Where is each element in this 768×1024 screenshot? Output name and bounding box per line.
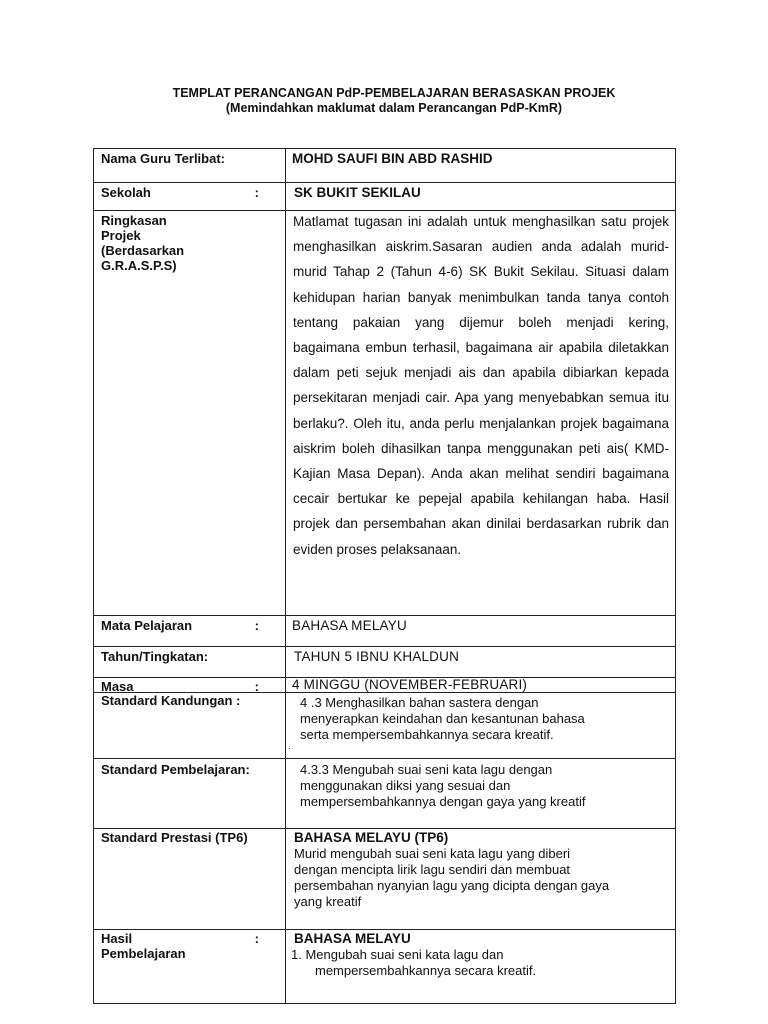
label-mata-pelajaran-text: Mata Pelajaran (101, 618, 193, 633)
hasil-line-1: 1. Mengubah suai seni kata lagu dan (291, 947, 504, 962)
label-standard-pembelajaran-text: Standard Pembelajaran: (101, 762, 250, 777)
row-tahun-tingkatan (94, 647, 675, 678)
row-standard-kandungan (94, 693, 675, 759)
label-hasil-colon: : (254, 931, 259, 946)
label-standard-pembelajaran (94, 759, 286, 828)
standard-prestasi-line-1: Murid mengubah suai seni kata lagu yang diberi (294, 846, 571, 861)
standard-kandungan-dot: . (288, 741, 291, 752)
row-nama-guru (94, 149, 675, 183)
title-line-2: (Memindahkan maklumat dalam Perancangan PdP-KmR) (225, 101, 563, 115)
standard-pembelajaran-line-1: 4.3.3 Mengubah suai seni kata lagu dengan (300, 762, 553, 777)
label-sekolah (94, 183, 286, 210)
label-ringkasan-line-2: Projek (101, 228, 141, 243)
project-planning-table (93, 148, 676, 1004)
title-line-1: TEMPLAT PERANCANGAN PdP-PEMBELAJARAN BERASASKAN PROJEK (172, 86, 616, 100)
standard-kandungan-line-2: menyerapkan keindahan dan kesantunan bahasa (300, 711, 585, 726)
standard-prestasi-heading: BAHASA MELAYU (TP6) (294, 830, 449, 845)
row-hasil-pembelajaran (94, 930, 675, 1003)
value-tahun-tingkatan: TAHUN 5 IBNU KHALDUN (294, 649, 460, 664)
standard-pembelajaran-line-3: mempersembahkannya dengan gaya yang kreatif (300, 794, 586, 809)
row-masa (94, 678, 675, 693)
standard-kandungan-line-1: 4 .3 Menghasilkan bahan sastera dengan (300, 695, 539, 710)
label-standard-kandungan (94, 693, 286, 758)
value-standard-kandungan (286, 693, 675, 758)
document-title (0, 86, 768, 116)
row-standard-prestasi (94, 829, 675, 930)
label-sekolah-colon: : (254, 185, 259, 200)
label-mata-pelajaran (94, 616, 286, 646)
standard-prestasi-line-2: dengan mencipta lirik lagu sendiri dan membuat (294, 862, 571, 877)
value-mata-pelajaran: BAHASA MELAYU (292, 618, 407, 633)
label-standard-prestasi (94, 829, 286, 929)
value-nama-guru: MOHD SAUFI BIN ABD RASHID (292, 151, 493, 166)
value-standard-prestasi (286, 829, 675, 929)
label-nama-guru (94, 149, 286, 182)
label-nama-guru-text: Nama Guru Terlibat: (101, 151, 226, 166)
label-masa-text: Masa (101, 679, 134, 694)
label-tahun-tingkatan (94, 647, 286, 677)
value-sekolah: SK BUKIT SEKILAU (294, 185, 421, 200)
label-ringkasan-line-3: (Berdasarkan (101, 243, 185, 258)
label-tahun-tingkatan-text: Tahun/Tingkatan: (101, 649, 209, 664)
hasil-line-2: mempersembahkannya secara kreatif. (315, 963, 537, 978)
row-mata-pelajaran (94, 616, 675, 647)
label-ringkasan-line-1: Ringkasan (101, 213, 167, 228)
label-standard-prestasi-text: Standard Prestasi (TP6) (101, 830, 248, 845)
label-masa (94, 678, 286, 692)
label-hasil-line-1: Hasil (101, 931, 133, 946)
standard-prestasi-line-3: persembahan nyanyian lagu yang dicipta dengan gaya (294, 878, 610, 893)
row-sekolah (94, 183, 675, 211)
row-standard-pembelajaran (94, 759, 675, 829)
standard-prestasi-line-4: yang kreatif (294, 894, 362, 909)
label-masa-colon: : (254, 679, 259, 694)
value-standard-pembelajaran (286, 759, 675, 828)
hasil-heading: BAHASA MELAYU (294, 931, 411, 946)
value-masa: 4 MINGGU (NOVEMBER-FEBRUARI) (292, 677, 528, 692)
label-standard-kandungan-text: Standard Kandungan : (101, 693, 241, 708)
standard-kandungan-line-3: serta mempersembahkannya secara kreatif. (300, 727, 554, 742)
label-sekolah-text: Sekolah (101, 185, 151, 200)
value-hasil-pembelajaran (286, 930, 675, 1003)
value-ringkasan-projek: Matlamat tugasan ini adalah untuk menghasilkan satu projek menghasilkan aiskrim.Sasaran audien anda adalah murid-murid Tahap 2 (Tahun 4-6) SK Bukit Sekilau. Situasi dalam kehidupan harian banyak menimbulkan tanda tanya contoh tentang pakaian yang dijemur boleh menjadi kering, bagaimana embun terhasil, bagaimana air apabila diletakkan dalam peti sejuk menjadi ais dan apabila dibiarkan kepada persekitaran menjadi cair. Apa yang menyebabkan semua itu berlaku?. Oleh itu, anda perlu menjalankan projek bagaimana aiskrim boleh dihasilkan tanpa menggunakan peti ais( KMD-Kajian Masa Depan). Anda akan melihat sendiri bagaimana cecair bertukar ke pepejal apabila kehilangan haba. Hasil projek dan persembahan akan dinilai berdasarkan rubrik dan eviden proses pelaksanaan. (293, 214, 669, 557)
label-mata-pelajaran-colon: : (254, 618, 259, 633)
label-ringkasan-line-4: G.R.A.S.P.S) (101, 258, 177, 273)
standard-pembelajaran-line-2: menggunakan diksi yang sesuai dan (300, 778, 511, 793)
label-hasil-line-2: Pembelajaran (101, 946, 186, 961)
row-ringkasan-projek (94, 211, 675, 616)
label-hasil-pembelajaran (94, 930, 286, 1003)
label-ringkasan-projek (94, 211, 286, 615)
